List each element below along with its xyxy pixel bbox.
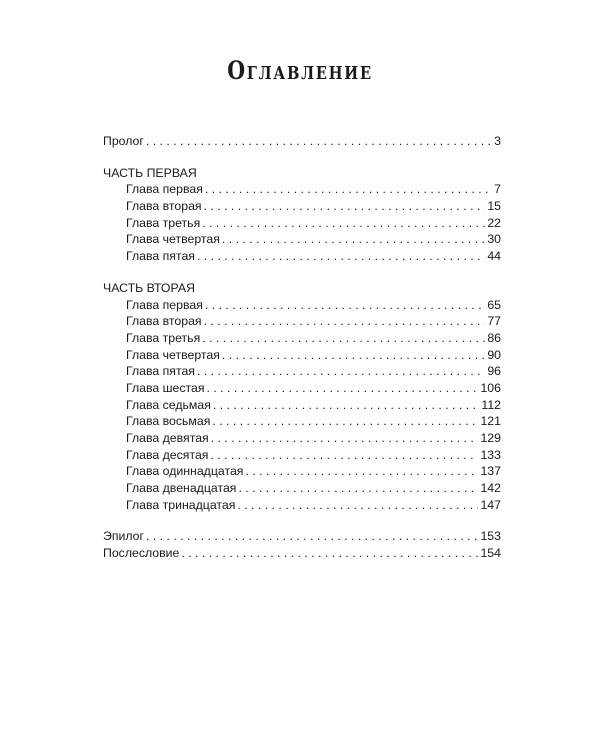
toc-entry-label: Глава пятая — [126, 364, 195, 379]
toc-entry-page: 154 — [480, 546, 501, 561]
toc-entry-label: Глава четвертая — [126, 347, 220, 362]
toc-entry-label: Глава девятая — [126, 431, 209, 445]
toc-entry-page: 96 — [487, 364, 501, 379]
dot-leader — [197, 248, 485, 265]
toc-entry-page: 106 — [480, 380, 501, 395]
toc-entry-prologue — [103, 133, 501, 150]
toc-entry-page: 3 — [494, 134, 501, 148]
toc-entry-label: Глава вторая — [126, 314, 202, 329]
toc-entry-chapter — [103, 413, 501, 430]
toc-entry-chapter — [103, 198, 501, 215]
toc-entry-label: Глава четвертая — [126, 232, 220, 247]
dot-leader — [202, 215, 485, 232]
dot-leader — [146, 133, 492, 150]
dot-leader — [205, 297, 485, 314]
toc-entry-page: 142 — [480, 481, 501, 496]
dot-leader — [238, 480, 478, 497]
toc-entry-chapter — [103, 463, 501, 480]
toc-entry-label: Глава третья — [126, 215, 201, 230]
toc-entry-label: Глава первая — [126, 182, 203, 197]
toc-entry-chapter — [103, 248, 501, 265]
dot-leader — [237, 497, 478, 514]
toc-entry-chapter — [103, 313, 501, 330]
toc-entry-label: Послесловие — [103, 546, 180, 561]
toc-entry-page: 153 — [480, 529, 501, 544]
toc-entry-label: Эпилог — [103, 529, 145, 544]
dot-leader — [222, 231, 485, 248]
toc-entry-chapter — [103, 447, 501, 464]
table-of-contents — [103, 133, 501, 562]
toc-entry-afterword — [103, 545, 501, 562]
toc-entry-chapter — [103, 380, 501, 397]
toc-entry-page: 22 — [487, 215, 501, 230]
toc-entry-page: 112 — [481, 397, 501, 412]
section-gap — [103, 513, 501, 528]
toc-entry-page: 65 — [487, 297, 501, 312]
toc-entry-chapter — [103, 397, 501, 414]
toc-entry-label: Глава восьмая — [126, 414, 211, 429]
toc-entry-chapter — [103, 330, 501, 347]
dot-leader — [222, 347, 485, 364]
dot-leader — [204, 198, 486, 215]
toc-entry-chapter — [103, 231, 501, 248]
part-heading-1: ЧАСТЬ ПЕРВАЯ — [103, 165, 197, 180]
toc-entry-page: 86 — [487, 330, 501, 345]
toc-entry-chapter — [103, 497, 501, 514]
toc-entry-page: 129 — [480, 431, 501, 445]
dot-leader — [210, 447, 478, 464]
toc-entry-page: 77 — [487, 314, 501, 329]
toc-entry-label: Глава шестая — [126, 380, 205, 395]
toc-entry-label: Глава двенадцатая — [126, 481, 237, 496]
toc-entry-label: Глава вторая — [126, 199, 202, 214]
toc-entry-page: 44 — [487, 249, 501, 264]
toc-entry-label: Глава первая — [126, 297, 203, 312]
toc-entry-chapter — [103, 430, 501, 447]
toc-entry-page: 7 — [494, 182, 501, 197]
toc-entry-label: Глава пятая — [126, 249, 195, 264]
toc-entry-page: 30 — [487, 232, 501, 247]
dot-leader — [181, 545, 478, 562]
toc-entry-chapter — [103, 215, 501, 232]
toc-entry-chapter — [103, 297, 501, 314]
dot-leader — [204, 313, 486, 330]
toc-entry-chapter — [103, 480, 501, 497]
page-title: Оглавление — [227, 56, 373, 85]
toc-entry-page: 133 — [480, 447, 501, 462]
dot-leader — [146, 528, 478, 545]
toc-entry-page: 90 — [487, 347, 501, 362]
toc-entry-chapter — [103, 181, 501, 198]
dot-leader — [213, 397, 480, 414]
toc-entry-epilogue — [103, 528, 501, 545]
dot-leader — [197, 363, 485, 380]
toc-entry-chapter — [103, 347, 501, 364]
dot-leader — [202, 330, 485, 347]
dot-leader — [212, 413, 478, 430]
toc-entry-page: 121 — [480, 414, 501, 429]
toc-entry-label: Глава третья — [126, 330, 201, 345]
toc-entry-page: 137 — [480, 464, 501, 479]
dot-leader — [245, 463, 478, 480]
dot-leader — [211, 430, 479, 447]
toc-entry-label: Глава седьмая — [126, 397, 211, 412]
part-heading-2: ЧАСТЬ ВТОРАЯ — [103, 280, 195, 295]
toc-entry-page: 15 — [487, 199, 501, 214]
toc-entry-label: Пролог — [103, 134, 144, 148]
toc-entry-label: Глава одиннадцатая — [126, 464, 244, 479]
toc-entry-chapter — [103, 363, 501, 380]
toc-entry-page: 147 — [480, 497, 501, 512]
dot-leader — [205, 181, 492, 198]
toc-entry-label: Глава десятая — [126, 447, 209, 462]
toc-entry-label: Глава тринадцатая — [126, 497, 236, 512]
dot-leader — [206, 380, 478, 397]
